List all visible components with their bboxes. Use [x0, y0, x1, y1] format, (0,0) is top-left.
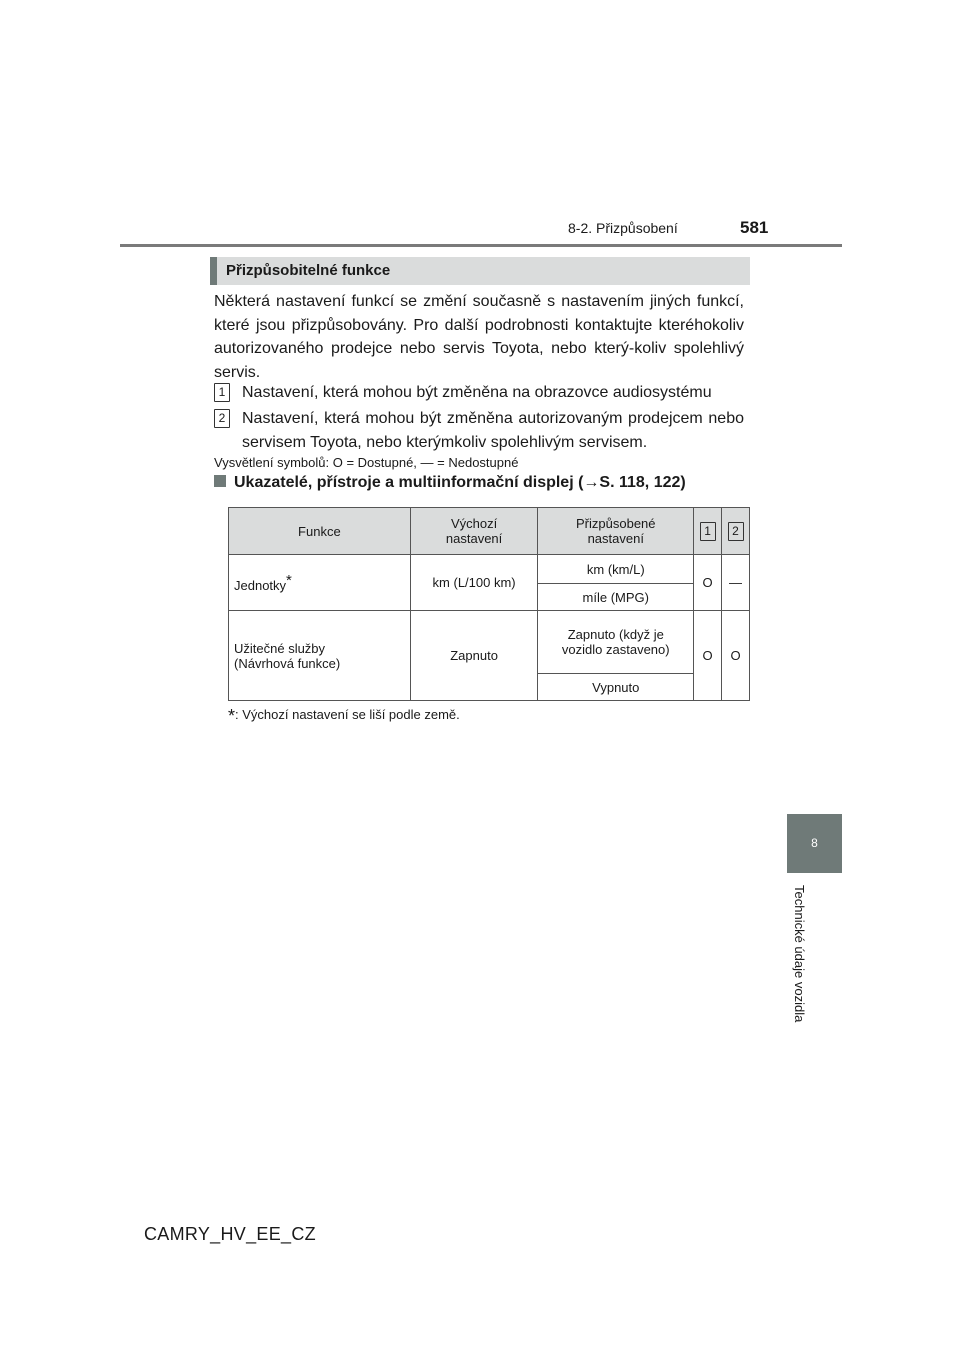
cell-col2: O	[722, 611, 750, 701]
cell-custom	[538, 611, 694, 674]
section-header: 8-2. Přizpůsobení	[568, 220, 678, 236]
column-badge: 2	[728, 522, 744, 541]
subheading	[214, 474, 686, 492]
chapter-label	[792, 885, 815, 1045]
item-text: Nastavení, která mohou být změněna na obrazovce audiosystému	[242, 384, 712, 401]
document-code: CAMRY_HV_EE_CZ	[144, 1224, 316, 1244]
cell-custom: míle (MPG)	[538, 584, 694, 611]
item-number-badge: 2	[214, 409, 230, 428]
table-row	[229, 555, 750, 584]
column-badge: 1	[700, 522, 716, 541]
table-header-row	[229, 508, 750, 555]
section-title-bar	[210, 257, 750, 285]
square-bullet-icon	[214, 475, 226, 487]
header-divider	[120, 244, 842, 247]
function-name: Jednotky	[234, 578, 287, 593]
footnote	[228, 706, 460, 727]
function-name: Užitečné služby (Návrhová funkce)	[234, 640, 341, 671]
page-number: 581	[740, 218, 769, 237]
cell-col2: —	[722, 555, 750, 611]
item-text: Nastavení, která mohou být změněna autorizovaným prodejcem nebo servisem Toyota, nebo kterýmkoliv spolehlivým servisem.	[242, 410, 744, 451]
cell-default: km (L/100 km)	[410, 555, 538, 611]
cell-function	[229, 611, 411, 701]
table-row	[229, 611, 750, 674]
cell-function	[229, 555, 411, 611]
cell-col1: O	[694, 611, 722, 701]
cell-custom: km (km/L)	[538, 555, 694, 584]
footnote-text: : Výchozí nastavení se liší podle země.	[235, 707, 460, 722]
cell-custom: Vypnuto	[538, 674, 694, 701]
header-col1	[694, 508, 722, 555]
header-default	[410, 508, 538, 555]
cell-default: Zapnuto	[410, 611, 538, 701]
asterisk-mark: *	[286, 572, 292, 589]
custom-value: Zapnuto (když je vozidlo zastaveno)	[561, 627, 670, 657]
intro-paragraph: Některá nastavení funkcí se změní současně s nastavením jiných funkcí, které jsou přizpůsobovány. Pro další podrobnosti kontaktujte kteréhokoliv autorizovaného prodejce nebo servis Toyota, nebo který-koliv spolehlivý servis.	[214, 293, 744, 381]
cell-col1: O	[694, 555, 722, 611]
chapter-label-text: Technické údaje vozidla	[792, 885, 807, 1023]
item-number-badge: 1	[214, 383, 230, 402]
header-function: Funkce	[229, 508, 411, 555]
section-title: Přizpůsobitelné funkce	[226, 262, 391, 279]
header-custom	[538, 508, 694, 555]
section-title-accent	[210, 257, 217, 285]
chapter-tab: 8	[787, 814, 842, 873]
footnote-star: *	[228, 706, 236, 726]
header-custom-text: Přizpůsobené nastavení	[576, 516, 656, 546]
symbol-legend: Vysvětlení symbolů: O = Dostupné, — = Nedostupné	[214, 455, 519, 470]
subheading-text: Ukazatelé, přístroje a multiinformační displej (→S. 118, 122)	[234, 474, 686, 491]
header-default-text: Výchozí nastavení	[445, 516, 503, 546]
customization-table	[228, 507, 750, 701]
header-col2	[722, 508, 750, 555]
